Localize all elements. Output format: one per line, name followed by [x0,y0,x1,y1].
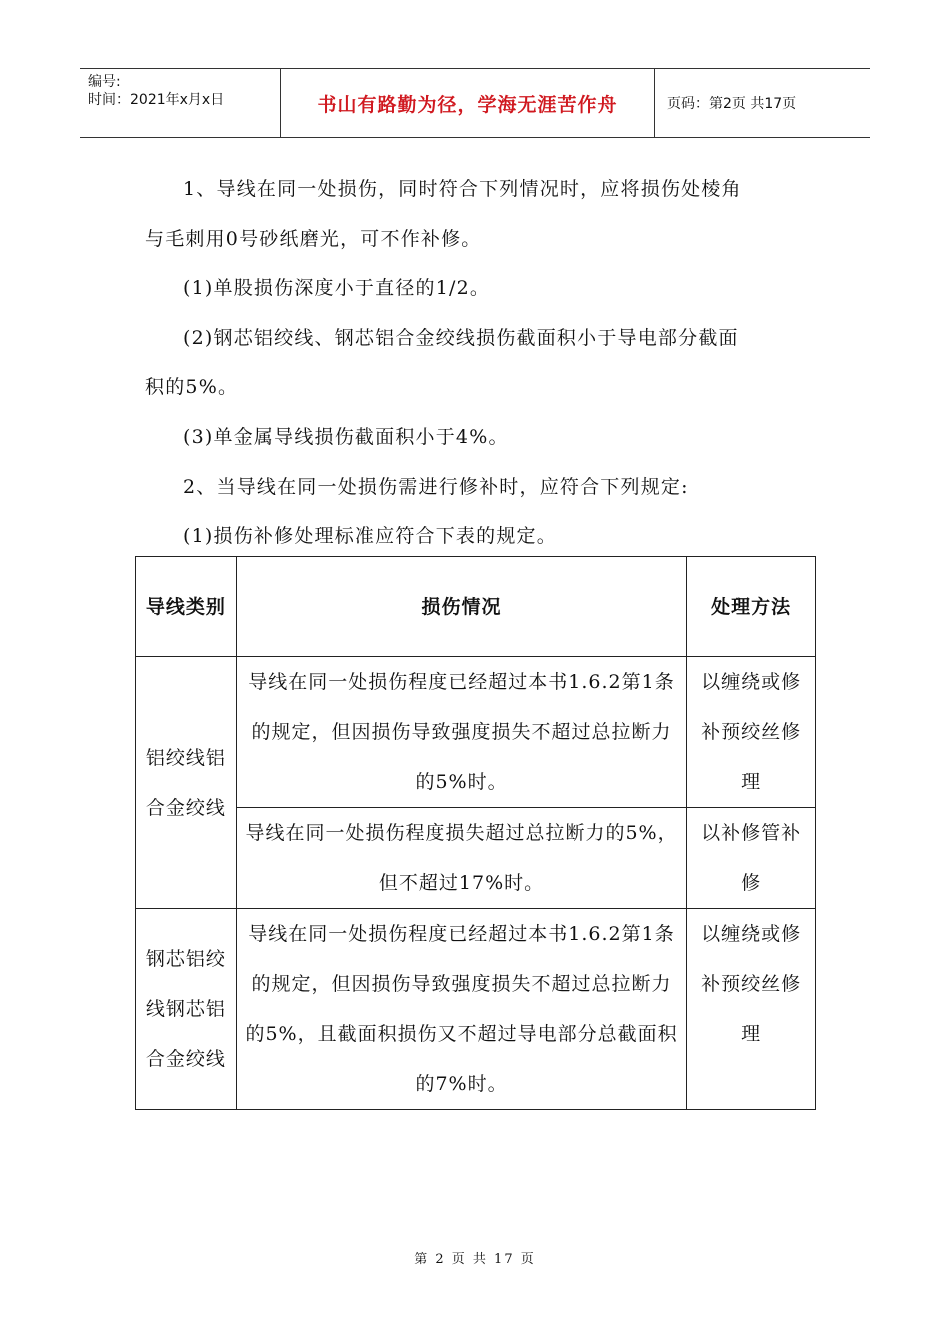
paragraph: (1)单股损伤深度小于直径的1/2。 [183,277,491,299]
paragraph: (1)损伤补修处理标准应符合下表的规定。 [183,525,557,547]
header-meta [80,69,281,137]
serial-label: 编号: [88,74,121,90]
document-header [80,68,870,138]
conductor-type-cell: 钢芯铝绞线钢芯铝合金绞线 [136,909,237,1110]
paragraph: 2、当导线在同一处损伤需进行修补时，应符合下列规定: [183,476,689,498]
header-conductor-type: 导线类别 [136,557,237,657]
page-footer: 第 2 页 共 17 页 [414,1252,536,1267]
damage-cell: 导线在同一处损伤程度已经超过本书1.6.2第1条的规定，但因损伤导致强度损失不超过总拉断力的5%时。 [236,657,686,808]
header-page-info: 页码：第2页 共17页 [667,96,797,112]
table-header-row [136,557,816,657]
date-label: 时间：2021年x月x日 [88,92,225,108]
repair-standard-table [135,556,816,1110]
paragraph: 与毛刺用0号砂纸磨光，可不作补修。 [145,228,482,250]
paragraph: 1、导线在同一处损伤，同时符合下列情况时，应将损伤处棱角 [183,178,742,200]
header-treatment-method: 处理方法 [687,557,816,657]
paragraph: (2)钢芯铝绞线、钢芯铝合金绞线损伤截面积小于导电部分截面 [183,327,739,349]
table-row [136,909,816,1110]
header-motto: 书山有路勤为径，学海无涯苦作舟 [281,69,655,137]
paragraph: 积的5%。 [145,376,239,398]
method-cell: 以补修管补修 [687,808,816,909]
header-damage-condition: 损伤情况 [236,557,686,657]
table-row [136,808,816,909]
method-cell: 以缠绕或修补预绞丝修理 [687,657,816,808]
conductor-type-cell: 铝绞线铝合金绞线 [136,657,237,909]
damage-cell: 导线在同一处损伤程度损失超过总拉断力的5%，但不超过17%时。 [236,808,686,909]
paragraph: (3)单金属导线损伤截面积小于4%。 [183,426,509,448]
table-row [136,657,816,808]
damage-cell: 导线在同一处损伤程度已经超过本书1.6.2第1条的规定，但因损伤导致强度损失不超过总拉断力的5%，且截面积损伤又不超过导电部分总截面积的7%时。 [236,909,686,1110]
method-cell: 以缠绕或修补预绞丝修理 [687,909,816,1110]
